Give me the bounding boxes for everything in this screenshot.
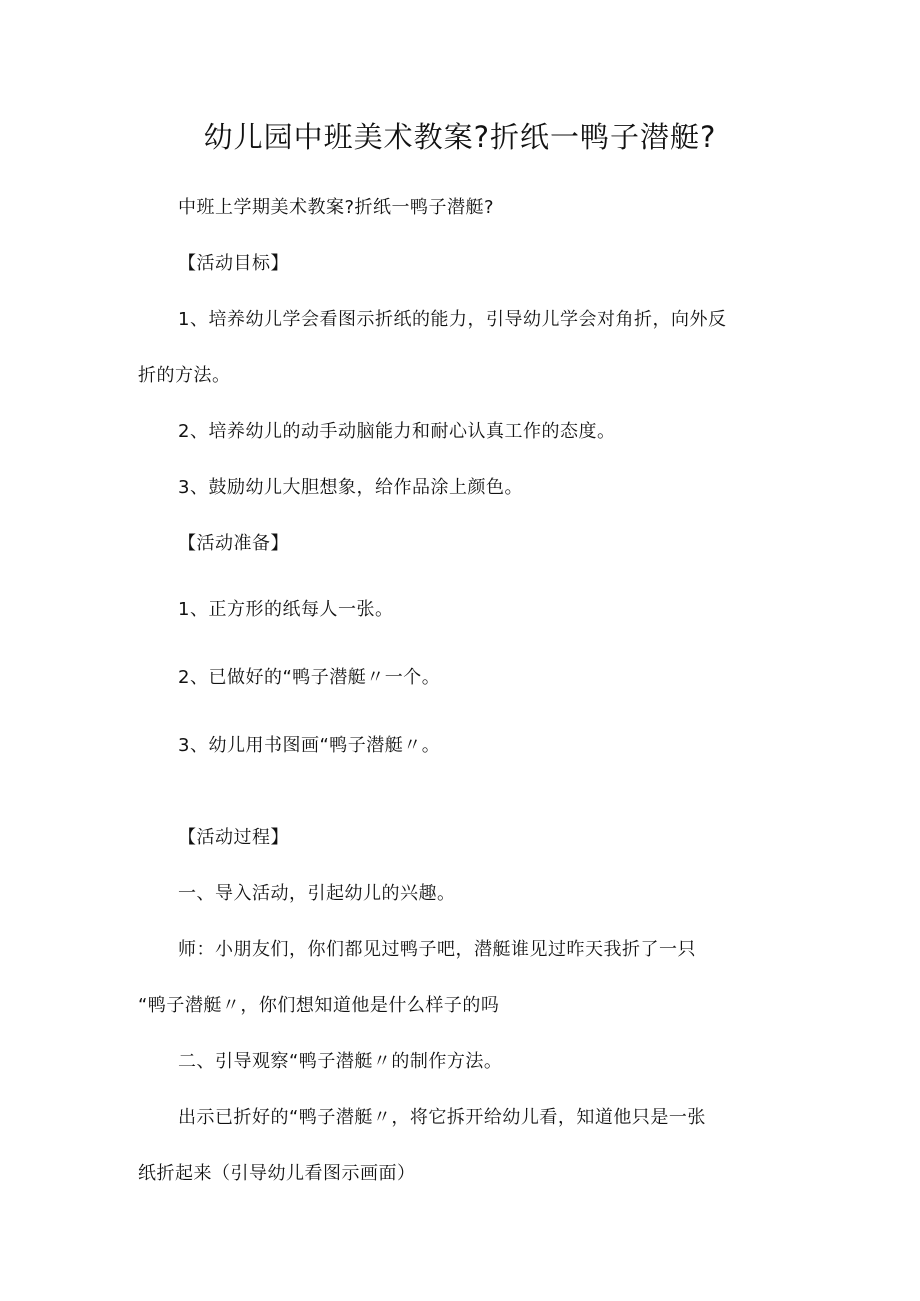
document-subtitle: 中班上学期美术教案?折纸一鸭子潜艇? (178, 197, 495, 218)
process-step-2: 二、引导观察“鸭子潜艇〃的制作方法。 (178, 1051, 503, 1072)
preparation-heading: 【活动准备】 (178, 533, 289, 554)
show-line-1: 出示已折好的“鸭子潜艇〃，将它拆开给幼儿看，知道他只是一张 (178, 1107, 706, 1128)
process-step-1: 一、导入活动，引起幼儿的兴趣。 (178, 883, 456, 904)
goal-item-2: 2、培养幼儿的动手动脑能力和耐心认真工作的态度。 (178, 421, 616, 442)
goal-item-3: 3、鼓励幼儿大胆想象，给作品涂上颜色。 (178, 477, 523, 498)
process-heading: 【活动过程】 (178, 827, 289, 848)
goals-heading: 【活动目标】 (178, 253, 289, 274)
teacher-line-1: 师：小朋友们，你们都见过鸭子吧，潜艇谁见过昨天我折了一只 (178, 939, 696, 960)
preparation-item-1: 1、正方形的纸每人一张。 (178, 599, 394, 620)
document-title: 幼儿园中班美术教案?折纸一鸭子潜艇? (203, 120, 717, 154)
preparation-item-2: 2、已做好的“鸭子潜艇〃一个。 (178, 667, 441, 688)
preparation-item-3: 3、幼儿用书图画“鸭子潜艇〃。 (178, 735, 441, 756)
show-line-2: 纸折起来（引导幼儿看图示画面） (138, 1163, 416, 1184)
teacher-line-2: “鸭子潜艇〃，你们想知道他是什么样子的吗 (138, 995, 500, 1016)
goal-item-1-line-2: 折的方法。 (138, 365, 231, 386)
goal-item-1-line-1: 1、培养幼儿学会看图示折纸的能力，引导幼儿学会对角折，向外反 (178, 309, 727, 330)
